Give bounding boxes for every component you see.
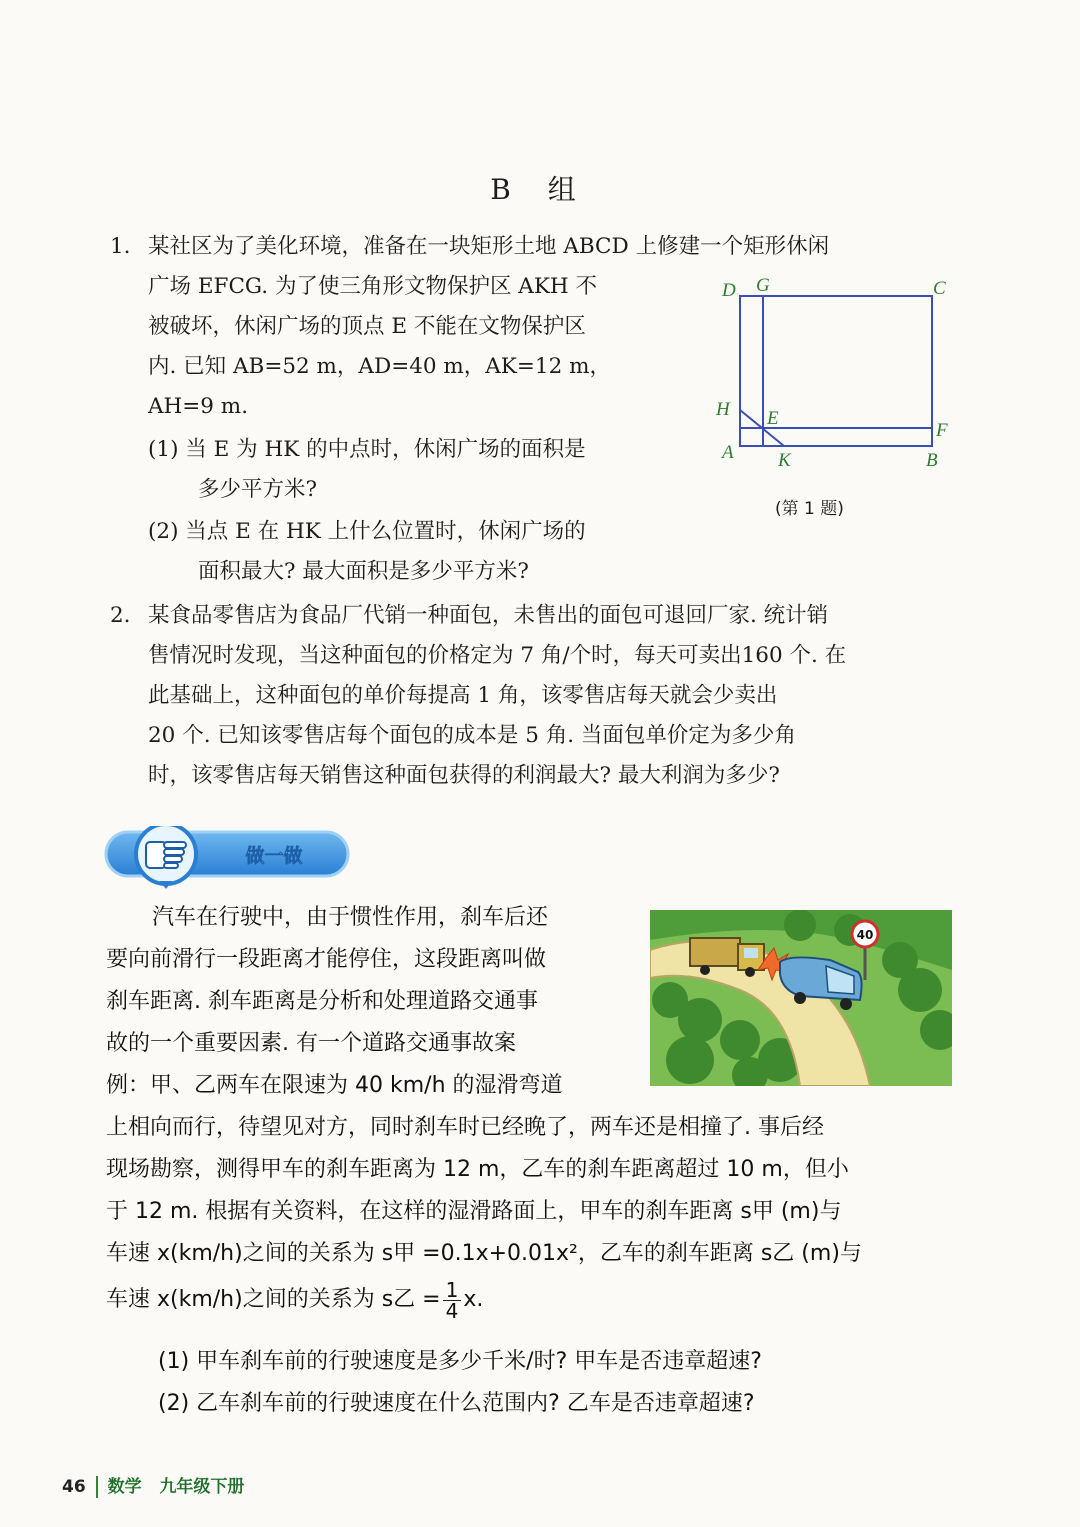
page-footer <box>62 1472 244 1498</box>
problem1-line-2: 广场 EFCG. 为了使三角形文物保护区 AKH 不 <box>148 274 597 299</box>
label-f: F <box>936 420 948 441</box>
speed-limit-value: 40 <box>856 928 874 942</box>
label-d: D <box>722 280 736 301</box>
problem1-line-4: 内. 已知 AB=52 m，AD=40 m，AK=12 m， <box>148 354 611 379</box>
activity-line-1: 汽车在行驶中，由于惯性作用，刹车后还 <box>152 905 549 930</box>
activity-line-2: 要向前滑行一段距离才能停住，这段距离叫做 <box>106 947 547 972</box>
activity-line-8: 于 12 m. 根据有关资料，在这样的湿滑路面上，甲车的刹车距离 s甲 (m)与 <box>106 1199 842 1224</box>
problem1-q1-line-2: 多少平方米? <box>198 477 318 502</box>
activity-badge <box>102 826 352 892</box>
activity-line-10 <box>106 1278 483 1322</box>
road-accident-illustration <box>650 910 952 1086</box>
label-e: E <box>767 408 779 429</box>
rectangle-figure <box>710 270 960 480</box>
problem1-q2-line-2: 面积最大? 最大面积是多少平方米? <box>198 559 529 584</box>
footer-subject: 数学 <box>107 1477 142 1497</box>
fraction-numerator: 1 <box>443 1280 462 1301</box>
activity-label: 做一做 <box>245 845 303 867</box>
label-a: A <box>722 442 734 463</box>
activity-line-4: 故的一个重要因素. 有一个道路交通事故案 <box>106 1031 516 1056</box>
problem2-line-3: 此基础上，这种面包的单价每提高 1 角，该零售店每天就会少卖出 <box>148 683 778 708</box>
activity-line-5: 例：甲、乙两车在限速为 40 km/h 的湿滑弯道 <box>106 1073 563 1098</box>
label-g: G <box>756 275 770 296</box>
fraction-denominator: 4 <box>445 1298 459 1323</box>
activity-question-1: (1) 甲车刹车前的行驶速度是多少千米/时? 甲车是否违章超速? <box>158 1349 762 1374</box>
problem2-line-1: 某食品零售店为食品厂代销一种面包，未售出的面包可退回厂家. 统计销 <box>148 603 829 628</box>
problem1-q2-line-1: (2) 当点 E 在 HK 上什么位置时，休闲广场的 <box>148 519 586 544</box>
page-number: 46 <box>62 1477 86 1497</box>
problem1-line-1: 某社区为了美化环境，准备在一块矩形土地 ABCD 上修建一个矩形休闲 <box>148 234 830 259</box>
label-c: C <box>933 278 946 299</box>
label-k: K <box>778 450 791 471</box>
problem2-line-2: 售情况时发现，当这种面包的价格定为 7 角/个时，每天可卖出160 个. 在 <box>148 643 847 668</box>
footer-divider <box>96 1476 98 1498</box>
section-title: B 组 <box>490 173 590 206</box>
formula-suffix: x. <box>463 1287 484 1312</box>
activity-line-3: 刹车距离. 刹车距离是分析和处理道路交通事 <box>106 989 538 1014</box>
problem2-number: 2. <box>110 603 131 628</box>
problem1-q1-line-1: (1) 当 E 为 HK 的中点时，休闲广场的面积是 <box>148 437 586 462</box>
footer-grade: 九年级下册 <box>159 1477 245 1497</box>
label-b: B <box>926 450 938 471</box>
figure-caption: (第 1 题) <box>775 499 844 519</box>
problem1-line-3: 被破坏，休闲广场的顶点 E 不能在文物保护区 <box>148 314 586 339</box>
problem1-number: 1. <box>110 234 131 259</box>
activity-line-6: 上相向而行，待望见对方，同时刹车时已经晚了，两车还是相撞了. 事后经 <box>106 1115 824 1140</box>
problem1-line-5: AH=9 m. <box>148 394 249 419</box>
formula-prefix: 车速 x(km/h)之间的关系为 s乙 = <box>106 1287 441 1312</box>
problem2-line-4: 20 个. 已知该零售店每个面包的成本是 5 角. 当面包单价定为多少角 <box>148 723 796 748</box>
activity-line-9: 车速 x(km/h)之间的关系为 s甲 =0.1x+0.01x²，乙车的刹车距离 s乙 (m)与 <box>106 1241 862 1266</box>
activity-question-2: (2) 乙车刹车前的行驶速度在什么范围内? 乙车是否违章超速? <box>158 1391 755 1416</box>
fraction-one-quarter <box>443 1277 462 1323</box>
activity-line-7: 现场勘察，测得甲车的刹车距离为 12 m，乙车的刹车距离超过 10 m，但小 <box>106 1157 849 1182</box>
problem2-line-5: 时，该零售店每天销售这种面包获得的利润最大? 最大利润为多少? <box>148 763 780 788</box>
label-h: H <box>716 399 730 420</box>
